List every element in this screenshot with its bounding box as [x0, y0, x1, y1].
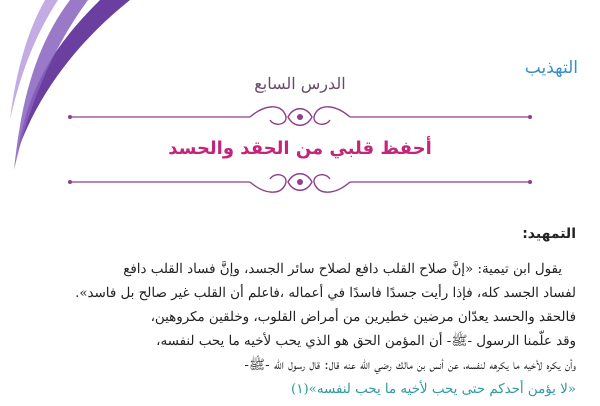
intro-line-4: وقد علّمنا الرسول -ﷺ- أن المؤمن الحق هو الذي يحب لأخيه ما يحب لنفسه، [156, 334, 576, 349]
intro-heading: التمهيد: [522, 226, 576, 242]
intro-line-1: يقول ابن تيمية: «إنَّ صلاح القلب دافع لصلاح سائر الجسد، وإنَّ فساد القلب دافع [123, 262, 562, 277]
lesson-header [60, 72, 540, 202]
intro-line-6: «لا يؤمن أحدكم حتى يحب لأخيه ما يحب لنفسه»(١) [291, 382, 576, 397]
intro-paragraph [52, 258, 576, 402]
intro-line-3: فالحقد والحسد يعدّان مرضين خطيرين من أمراض القلوب، وخلقين مكروهين، [150, 310, 576, 325]
intro-line-5: وأن يكره لأخيه ما يكرهه لنفسه، عن أنس بن مالك رضي الله عنه قال: قال رسول الله -ﷺ- [244, 358, 576, 373]
subject-label: التهذيب [524, 58, 578, 78]
lesson-title: أحفظ قلبي من الحقد والحسد [168, 138, 432, 159]
intro-line-2: لفساد الجسد كله، فإذا رأيت جسدًا فاسدًا في أعماله ،فاعلم أن القلب غير صالح بل فاسد». [75, 286, 576, 301]
ornament-divider-top-icon [60, 102, 540, 132]
ornament-divider-bottom-icon [60, 167, 540, 197]
lesson-number: الدرس السابع [254, 74, 346, 93]
